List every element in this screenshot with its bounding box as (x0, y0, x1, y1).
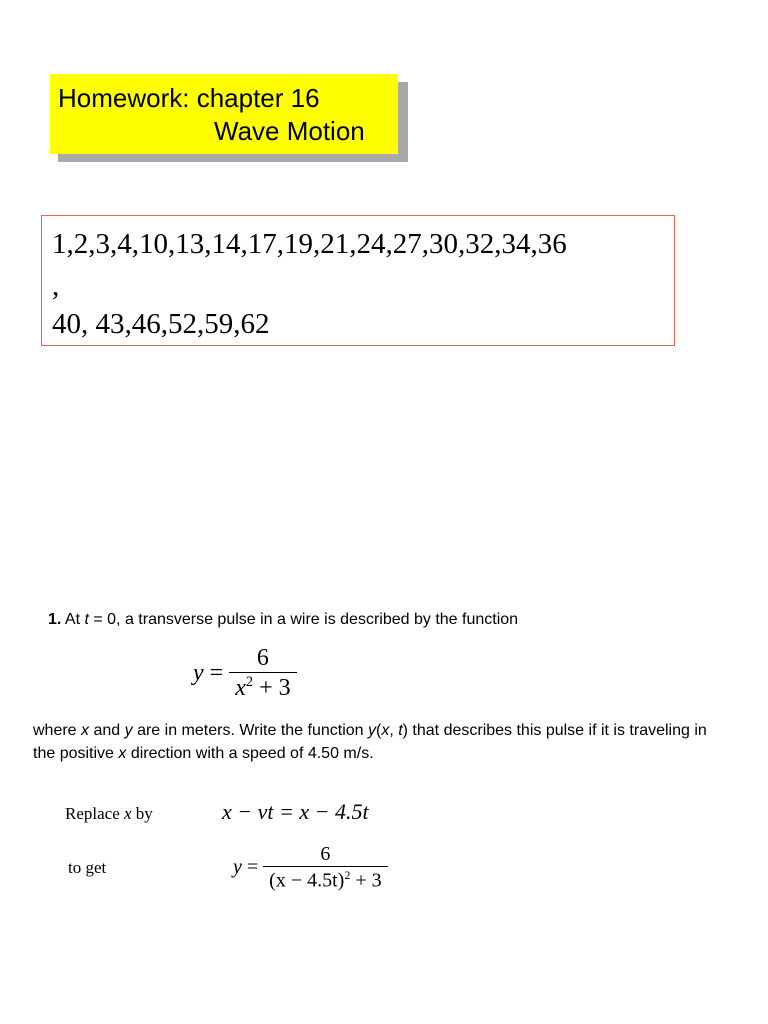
q-func-y: y (367, 722, 376, 739)
eq3-den-rest: + 3 (350, 869, 382, 892)
replace-var: x (124, 804, 132, 823)
question-intro (48, 610, 518, 630)
title-line-2: Wave Motion (214, 116, 365, 146)
eq1-denominator (229, 672, 296, 702)
replace-text: Replace (65, 804, 124, 823)
eq1-equals: = (203, 660, 230, 686)
eq1-fraction (229, 645, 296, 702)
eq1-den-var: x (235, 675, 246, 701)
eq1-lhs: y (193, 660, 204, 686)
substitution-equation: x − vt = x − 4.5t (222, 799, 369, 824)
question-intro-text: At (61, 611, 85, 628)
question-intro-text-2: = 0, a transverse pulse in a wire is described by the function (88, 611, 519, 628)
eq3-den-base: (x − 4.5t) (269, 869, 345, 892)
q-body-d: ( (375, 722, 382, 739)
to-get-label: to get (68, 858, 107, 877)
q-body-b: and (89, 722, 125, 739)
q-body-f: ) that describes this pulse if it is traveling in the positive (33, 722, 707, 762)
assigned-problems-box (41, 215, 675, 346)
title-line-1: Homework: chapter 16 (58, 83, 320, 113)
q-var-x: x (81, 722, 90, 739)
q-body-c: are in meters. Write the function (132, 722, 368, 739)
problems-line-1: 1,2,3,4,10,13,14,17,19,21,24,27,30,32,34,36 (52, 228, 567, 260)
question-number: 1. (48, 611, 62, 628)
eq1-numerator: 6 (256, 645, 269, 671)
eq3-denominator (263, 866, 387, 893)
eq1-den-exp: 2 (245, 674, 254, 690)
q-body-g: direction with a speed of 4.50 m/s. (126, 745, 374, 762)
title-box (50, 74, 398, 154)
q-body-a: where (33, 722, 82, 739)
eq3-equals: = (241, 856, 264, 879)
pulse-equation (193, 645, 297, 702)
var-t: t (84, 611, 89, 628)
replace-label (65, 804, 153, 824)
problems-line-3: 40, 43,46,52,59,62 (52, 308, 270, 340)
eq3-den-exp: 2 (344, 868, 351, 882)
q-body-e: , (389, 722, 399, 739)
eq3-lhs: y (233, 856, 242, 879)
problems-line-2: , (52, 270, 60, 302)
q-func-t: t (398, 722, 403, 739)
q-func-x: x (381, 722, 390, 739)
eq3-numerator: 6 (320, 843, 331, 865)
eq3-fraction (263, 843, 387, 893)
q-var-x2: x (118, 745, 127, 762)
result-equation (233, 843, 388, 893)
question-body (33, 719, 733, 765)
eq1-den-rest: + 3 (253, 675, 291, 701)
replace-by: by (131, 804, 153, 823)
q-var-y: y (124, 722, 133, 739)
